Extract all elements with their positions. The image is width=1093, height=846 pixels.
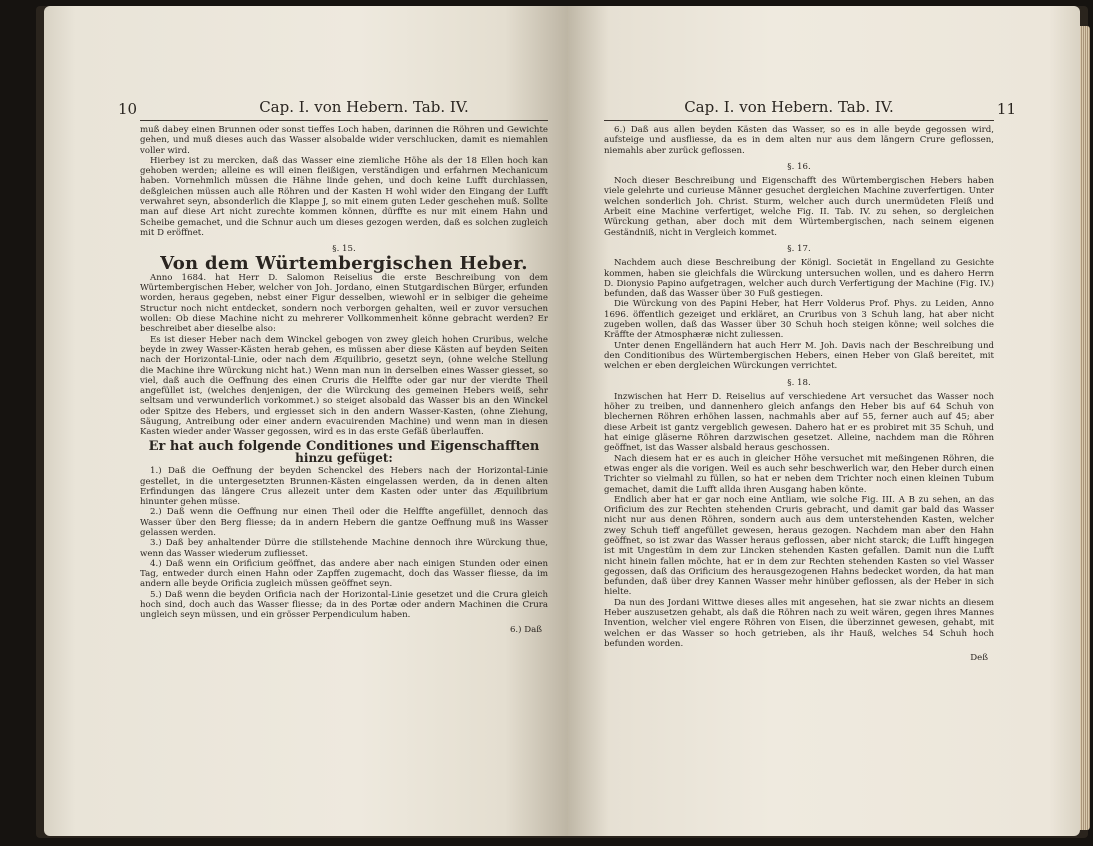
subheading: Er hat auch folgende Conditiones und Eigenschafften	[148, 438, 540, 454]
right-text	[604, 125, 994, 664]
condition-item: 3.) Daß bey anhaltender Dürre die stillstehende Machine dennoch ihre Würckung thue, wenn das Wasser wiederum zufliesset.	[140, 538, 548, 559]
section-number: §. 15.	[332, 244, 356, 255]
catchword: Deß	[970, 653, 988, 664]
catchword: 6.) Daß	[509, 624, 542, 635]
page-number-left: 10	[118, 100, 138, 118]
running-head-left	[118, 98, 548, 121]
section-number: §. 16.	[787, 161, 811, 172]
paragraph: Nachdem auch diese Beschreibung der Königl. Societät in Engelland zu Gesichte kommen, haben sie gleichfals die Würckung untersuchen wollen, und es dahero Herrn D. Dionysio Papino aufgetragen, welcher auch durch Verfertigung der Machine (Fig. IV.) befunden, daß das Wasser über 30 Fuß gestiegen.	[604, 258, 994, 300]
section-heading: Von dem Würtembergischen Heber.	[160, 252, 528, 274]
paragraph: Nach diesem hat er es auch in gleicher Höhe versuchet mit meßingenen Röhren, die etwas enger als die vorigen. Weil es auch sehr beschwerlich war, den Heber durch einen Trichter so vielmahl zu füllen, so hat er neben dem Trichter noch einen kleinen Tubum gemachet, damit die Lufft allda ihren Ausgang haben könte.	[604, 453, 994, 495]
condition-item: 4.) Daß wenn ein Orificium geöffnet, das andere aber nach einigen Stunden oder einen Tag, entweder durch einen Hahn oder Zapffen zugemacht, doch das Wasser fliesse, da im andern alle beyde Orificia zugleich müssen geöffnet seyn.	[140, 558, 548, 590]
paragraph: Anno 1684. hat Herr D. Salomon Reiselius die erste Beschreibung von dem Würtembergischen Heber, welcher von Joh. Jordano, einen Stutgardischen Bürger, erfunden worden, heraus gegeben, nebst einer Figur desselben, wiewohl er in selbiger die geheime Structur noch nicht entdecket, sondern noch verborgen gehalten, weil er zuvor versuchen wollen: Ob diese Machine nicht zu mehrerer Vollkommenheit könne gebracht werden? Er beschreibet aber dieselbe also:	[140, 272, 548, 335]
paragraph: 6.) Daß aus allen beyden Kästen das Wasser, so es in alle beyde gegossen wird, aufsteige und ausfliesse, da es in dem alten nur aus dem längern Crure geflossen, niemahls aber zurück geflossen.	[604, 125, 994, 156]
paragraph: Hierbey ist zu mercken, daß das Wasser eine ziemliche Höhe als der 18 Ellen hoch kan gehoben werden; alleine es will einen fleißigen, verständigen und erfahrnen Mechanicum haben. Vornehmlich müssen die Hähne linde gehen, und doch keine Lufft durchlassen, deßgleichen müssen auch alle Röhren und der Kasten H wohl wider den Eingang der Lufft verwahret seyn, absonderlich die Klappe J, so mit einem guten Leder geschehen muß. Sollte man auf diese Art nicht zurechte kommen können, dürffte es nur mit einem Hahn und Scheibe gemachet, und die Schnur auch um dieses gezogen werden, daß es solchen zugleich mit D eröffnet.	[140, 155, 548, 238]
paragraph: muß dabey einen Brunnen oder sonst tieffes Loch haben, darinnen die Röhren und Gewichte gehen, und muß dieses auch das Wasser alsobalde wider verschlucken, damit es niemahlen voller wird.	[140, 125, 548, 156]
paragraph: Endlich aber hat er gar noch eine Antliam, wie solche Fig. III. A B zu sehen, an das Orificium des zur Rechten stehenden Cruris gebracht, und damit gar bald das Wasser nicht nur aus denen Röhren, sondern auch aus dem unterstehenden Kasten, welcher zwey Schuh tieff angefüllet gewesen, heraus gezogen. Nachdem man aber den Hahn geöffnet, so ist zwar das Wasser heraus geflossen, aber nicht starck; die Lufft hingegen ist mit Ungestüm in dem zur Lincken stehenden Kasten gefallen. Damit nun die Lufft nicht hinein fallen möchte, hat er in dem zur Rechten stehenden Kasten so viel Wasser gegossen, daß das Orificium des herausgezogenen Hahns bedecket worden, da hat man befunden, daß über drey Kannen Wasser mehr hinüber geflossen, als der Heber in sich hielte.	[604, 494, 994, 598]
right-page	[568, 6, 1080, 836]
left-text	[140, 125, 548, 635]
paragraph: Noch dieser Beschreibung und Eigenschafft des Würtembergischen Hebers haben viele gelehrte und curieuse Männer gesuchet dergleichen Machine zuverfertigen. Unter welchen sonderlich Joh. Christ. Sturm, welcher auch durch unermüdeten Fleiß und Arbeit eine Machine verfertiget, welche Fig. II. Tab. IV. zu sehen, so dergleichen Würckung gethan, aber doch mit dem Würtembergischen, nach seinem eigenen Geständniß, nicht in Vergleich kommet.	[604, 176, 994, 238]
condition-item: 2.) Daß wenn die Oeffnung nur einen Theil oder die Helffte angefüllet, dennoch das Wasser über den Berg fliesse; da in andern Hebern die gantze Oeffnung muß ins Wasser gelassen werden.	[140, 507, 548, 538]
book	[36, 6, 1088, 838]
paragraph: Inzwischen hat Herr D. Reiselius auf verschiedene Art versuchet das Wasser noch höher zu treiben, und dannenhero gleich anfangs den Heber bis auf 64 Schuh von blechernen Röhren erhöhen lassen, nachmahls aber auf 55, ferner auch auf 45; aber diese Arbeit ist gantz vergeblich gewesen. Dahero hat er es probiret mit 35 Schuh, und hat einige gläserne Röhren darzwischen gesetzet. Alleine, nachdem man die Röhren geöffnet, ist das Wasser alsbald heraus geschossen.	[604, 391, 994, 454]
left-page	[44, 6, 568, 836]
running-title-left: Cap. I. von Hebern. Tab. IV.	[259, 98, 469, 116]
page-number-right: 11	[996, 100, 1016, 118]
paragraph: Da nun des Jordani Wittwe dieses alles mit angesehen, hat sie zwar nichts an diesem Heber auszusetzen gehabt, als daß die Röhren nach zu weit wären, gegen ihres Mannes Invention, welcher viel engere Röhren von Eisen, die überzinnet gewesen, gehabt, mit welchen er das Wasser so hoch getrieben, als ihr Hauß, welches 54 Schuh hoch befunden worden.	[604, 597, 994, 649]
condition-item: 5.) Daß wenn die beyden Orificia nach der Horizontal-Linie gesetzet und die Crura gleich hoch sind, doch auch das Wasser fliesse; da in des Portæ oder andern Machinen die Crura ungleich seyn müssen, und ein grösser Perpendiculum haben.	[140, 589, 548, 621]
running-title-right: Cap. I. von Hebern. Tab. IV.	[684, 98, 894, 116]
page-edges	[1080, 26, 1090, 830]
paragraph: Die Würckung von des Papini Heber, hat Herr Volderus Prof. Phys. zu Leiden, Anno 1696. öffentlich gezeiget und erkläret, an Cruribus von 3 Schuh lang, hat aber nicht zugeben wollen, daß das Wasser über 30 Schuh hoch steigen könne; weil solches die Kräffte der Atmosphæræ nicht zuliessen.	[604, 299, 994, 341]
subheading-line-2: hinzu gefüget:	[295, 450, 393, 465]
section-number: §. 18.	[787, 377, 811, 388]
paragraph: Unter denen Engelländern hat auch Herr M. Joh. Davis nach der Beschreibung und den Conditionibus des Würtembergischen Hebers, einen Heber von Glaß bereitet, mit welchen er eben dergleichen Würckungen verrichtet.	[604, 340, 994, 372]
running-head-right	[604, 98, 1016, 121]
paragraph: Es ist dieser Heber nach dem Winckel gebogen von zwey gleich hohen Cruribus, welche beyde in zwey Wasser-Kästen herab gehen, es müssen aber diese Kästen auf beyden Seiten nach der Horizontal-Linie, oder nach dem Æquilibrio, gesetzt seyn, (ohne welche Stellung die Machine ihre Würckung nicht hat.) Wenn man nun in derselben eines Wasser giesset, so viel, daß auch die Oeffnung des einen Cruris die Helffte oder gar nur der vierdte Theil angefüllet ist, (welches denjenigen, der die Würckung des gemeinen Hebers weiß, sehr seltsam und verwunderlich vorkommet.) so steiget alsobald das Wasser bis an den Winckel oder Spitze des Hebers, und ergiesset sich in den andern Wasser-Kasten, (ohne Ziehung, Säugung, Antreibung oder einer andern evacuirenden Machine) und wenn man in diesen Kasten wieder ander Wasser gegossen, wird es in das erste Gefäß überlauffen.	[140, 334, 548, 438]
condition-item: 1.) Daß die Oeffnung der beyden Schenckel des Hebers nach der Horizontal-Linie gestellet, in die untergesetzten Brunnen-Kästen eingelassen werden, da in denen alten Erfindungen das längere Crus allezeit unter dem Kasten oder unter das Æquilibrium hinunter gehen müsse.	[140, 466, 548, 508]
section-number: §. 17.	[787, 243, 811, 254]
